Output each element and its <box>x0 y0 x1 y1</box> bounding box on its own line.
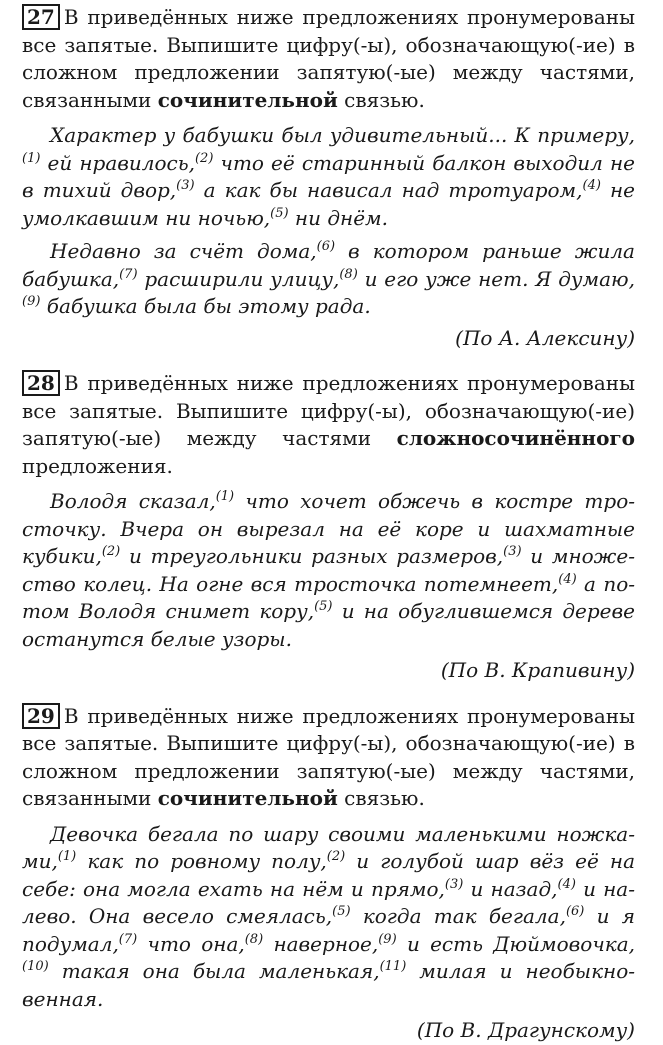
comma-number: (2) <box>101 544 121 559</box>
passage-paragraph: Характер у бабушки был удивительный... К примеру,$^{(1)}$ ей нравилось,$^{(2)}$ что её старинный балкон выходил не в тихий двор,$^{(3)}$ а как бы нависал над тротуаром,$^{(4)}$ не умолкавшим ни ночью,$^{(5)}$ ни днём. <box>22 123 636 230</box>
task-prompt <box>22 370 635 480</box>
task-28 <box>22 370 635 685</box>
source-attribution: (По А. Алексину) <box>455 325 635 350</box>
task-27 <box>22 4 635 352</box>
prompt-text: В приведённых ниже предложениях пронумерованы все запятые. Выпишите цифру(-ы), обозначающую(-ие) в сложном предложении запятую(-ые) между частями, связанными <box>22 703 635 810</box>
comma-number: (9) <box>378 931 397 947</box>
comma-number: (3) <box>176 178 195 193</box>
comma-number: (4) <box>558 571 577 587</box>
task-number: 28 <box>22 370 60 396</box>
comma-number: (5) <box>270 205 289 221</box>
source-attribution: (По В. Драгунскому) <box>416 1018 635 1042</box>
prompt-text-end: связью. <box>337 786 425 810</box>
prompt-text-end: связью. <box>337 87 425 112</box>
comma-number: (9) <box>22 294 41 309</box>
prompt-emphasis: сочинительной <box>157 87 338 112</box>
comma-number: (2) <box>194 150 214 166</box>
comma-number: (1) <box>57 849 77 864</box>
comma-number: (1) <box>215 489 235 504</box>
passage-paragraph: Недавно за счёт дома,$^{(6)}$ в котором раньше жила бабушка,$^{(7)}$ расширили улицу,$^{(8)}$ и его уже нет. Я думаю,$^{(9)}$ бабушка была бы этому рада. <box>22 239 635 318</box>
comma-number: (7) <box>119 266 138 282</box>
task-prompt <box>22 4 635 114</box>
comma-number: (5) <box>332 904 351 919</box>
comma-number: (7) <box>118 931 138 947</box>
prompt-emphasis: сложносочинённого <box>396 426 635 450</box>
prompt-text: В приведённых ниже предложениях пронумерованы все запятые. Выпишите цифру(-ы), обозначающую(-ие) в сложном предложении запятую(-ые) между частями, связанными <box>22 5 635 112</box>
task-number: 29 <box>22 703 60 729</box>
comma-number: (3) <box>444 876 464 892</box>
prompt-text: В приведённых ниже предложениях пронумерованы все запятые. Выпишите цифру(-ы), обозначающую(-ие) запятую(-ые) между частями <box>22 371 635 450</box>
task-prompt <box>22 703 635 813</box>
comma-number: (8) <box>244 931 264 947</box>
source-attribution: (По В. Крапивину) <box>440 658 635 682</box>
comma-number: (5) <box>314 599 333 614</box>
comma-number: (4) <box>582 178 601 193</box>
comma-number: (8) <box>339 266 358 282</box>
prompt-emphasis: сочинительной <box>157 786 338 810</box>
comma-number: (1) <box>22 150 41 166</box>
passage-paragraph: Володя сказал,$^{(1)}$ что хочет обжечь в костре тросточку. Вчера он вырезал на её коре и шахматные кубики,$^{(2)}$ и треугольники разных размеров,$^{(3)}$ и множество колец. На огне вся тросточка потемнеет,$^{(4)}$ а потом Володя снимет кору,$^{(5)}$ и на обуглившемся дереве останутся белые узоры. <box>22 489 636 651</box>
prompt-text-end: предложения. <box>22 453 173 478</box>
comma-number: (2) <box>326 849 346 864</box>
comma-number: (3) <box>503 544 522 559</box>
comma-number: (6) <box>316 239 336 254</box>
task-29 <box>22 703 635 1045</box>
comma-number: (11) <box>379 959 407 974</box>
comma-number: (6) <box>565 904 585 919</box>
comma-number: (10) <box>22 959 49 974</box>
passage-paragraph: Девочка бегала по шару своими маленькими ножками,$^{(1)}$ как по ровному полу,$^{(2)}$ и голубой шар вёз её на себе: она могла ехать на нём и прямо,$^{(3)}$ и назад,$^{(4)}$ и налево. Она весело смеялась,$^{(5)}$ когда так бегала,$^{(6)}$ и я подумал,$^{(7)}$ что она,$^{(8)}$ наверное,$^{(9)}$ и есть Дюймовочка,$^{(10)}$ такая она была маленькая,$^{(11)}$ милая и необыкновенная. <box>22 821 636 1011</box>
comma-number: (4) <box>557 876 576 892</box>
task-number: 27 <box>22 4 60 30</box>
